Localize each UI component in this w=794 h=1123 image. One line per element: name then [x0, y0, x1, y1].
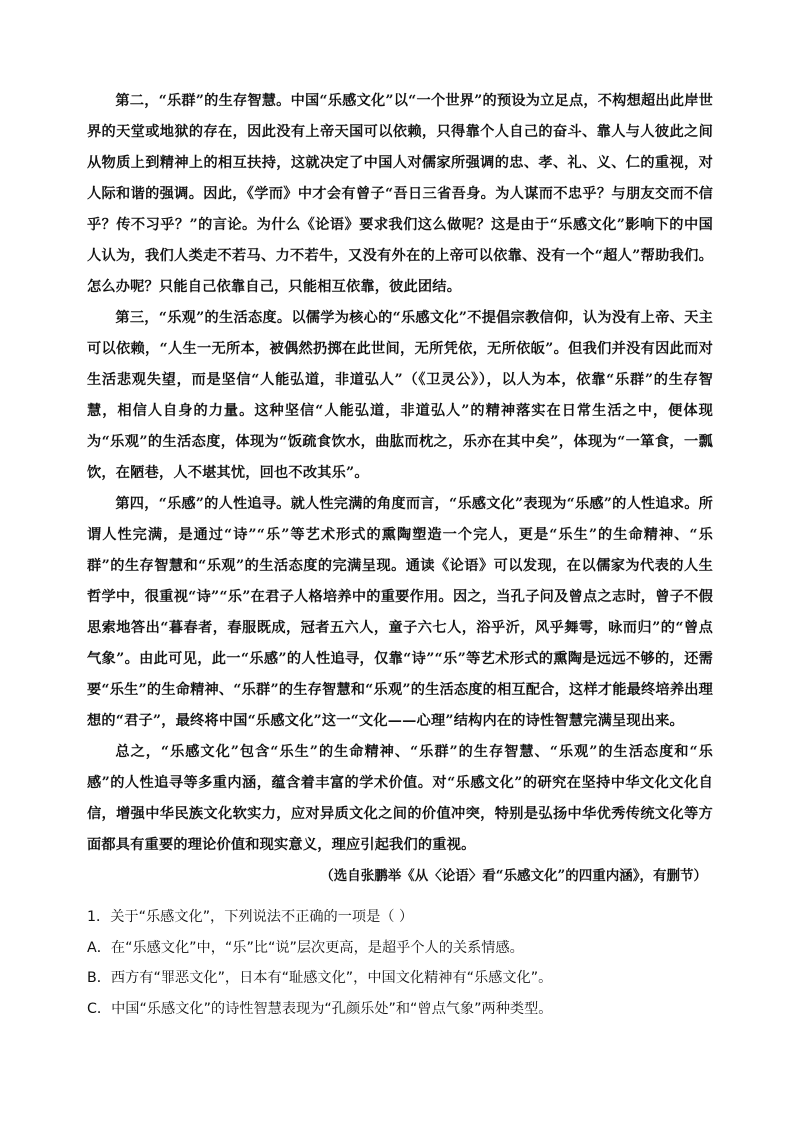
question-stem: 1．关于“乐感文化”，下列说法不正确的一项是（ ）: [87, 909, 414, 925]
paragraph-third-point: 第三，“乐观”的生活态度。以儒学为核心的“乐感文化”不提倡宗教信仰，认为没有上帝、天主可以依赖，“人生一无所本，被偶然扔掷在此世间，无所凭依，无所依皈”。但我们并没有因此而对生活悲观失望，而是坚信“人能弘道，非道弘人”（《卫灵公》），以人为本，依靠“乐群”的生存智慧，相信人自身的力量。这种坚信“人能弘道，非道弘人”的精神落实在日常生活之中，便体现为“乐观”的生活态度，体现为“饭疏食饮水，曲肱而枕之，乐亦在其中矣”，体现为“一箪食，一瓢饮，在陋巷，人不堪其忧，回也不改其乐”。: [87, 310, 713, 481]
article-body: [87, 86, 713, 892]
paragraph-second-point: 第二，“乐群”的生存智慧。中国“乐感文化”以“一个世界”的预设为立足点，不构想超出此岸世界的天堂或地狱的存在，因此没有上帝天国可以依赖，只得靠个人自己的奋斗、靠人与人彼此之间从物质上到精神上的相互扶持，这就决定了中国人对儒家所强调的忠、孝、礼、义、仁的重视，对人际和谐的强调。因此，《学而》中才会有曾子“吾日三省吾身。为人谋而不忠乎？与朋友交而不信乎？传不习乎？”的言论。为什么《论语》要求我们这么做呢？这是由于“乐感文化”影响下的中国人认为，我们人类走不若马、力不若牛，又没有外在的上帝可以依靠、没有一个“超人”帮助我们。怎么办呢？只能自己依靠自己，只能相互依靠，彼此团结。: [87, 93, 713, 295]
option-c: C．中国“乐感文化”的诗性智慧表现为“孔颜乐处”和“曾点气象”两种类型。: [87, 1000, 553, 1017]
article-source: （选自张鹏举《从〈论语〉看“乐感文化”的四重内涵》，有删节）: [320, 868, 707, 884]
option-a: A．在“乐感文化”中，“乐”比“说”层次更高，是超乎个人的关系情感。: [87, 939, 524, 956]
paragraph-conclusion: 总之，“乐感文化”包含“乐生”的生命精神、“乐群”的生存智慧、“乐观”的生活态度和“乐感”的人性追寻等多重内涵，蕴含着丰富的学术价值。对“乐感文化”的研究在坚持中华文化文化自信，增强中华民族文化软实力，应对异质文化之间的价值冲突，特别是弘扬中华优秀传统文化等方面都具有重要的理论价值和现实意义，理应引起我们的重视。: [87, 744, 713, 853]
question-1: [87, 902, 727, 1024]
option-b: B．西方有“罪恶文化”，日本有“耻感文化”，中国文化精神有“乐感文化”。: [87, 970, 553, 986]
paragraph-fourth-point: 第四，“乐感”的人性追寻。就人性完满的角度而言，“乐感文化”表现为“乐感”的人性追求。所谓人性完满，是通过“诗”“乐”等艺术形式的熏陶塑造一个完人，更是“乐生”的生命精神、“乐群”的生存智慧和“乐观”的生活态度的完满呈现。通读《论语》可以发现，在以儒家为代表的人生哲学中，很重视“诗”“乐”在君子人格培养中的重要作用。因之，当孔子问及曾点之志时，曾子不假思索地答出“暮春者，春服既成，冠者五六人，童子六七人，浴乎沂，风乎舞雩，咏而归”的“曾点气象”。由此可见，此一“乐感”的人性追寻，仅靠“诗”“乐”等艺术形式的熏陶是远远不够的，还需要“乐生”的生命精神、“乐群”的生存智慧和“乐观”的生活态度的相互配合，这样才能最终培养出理想的“君子”，最终将中国“乐感文化”这一“文化——心理”结构内在的诗性智慧完满呈现出来。: [87, 496, 713, 729]
